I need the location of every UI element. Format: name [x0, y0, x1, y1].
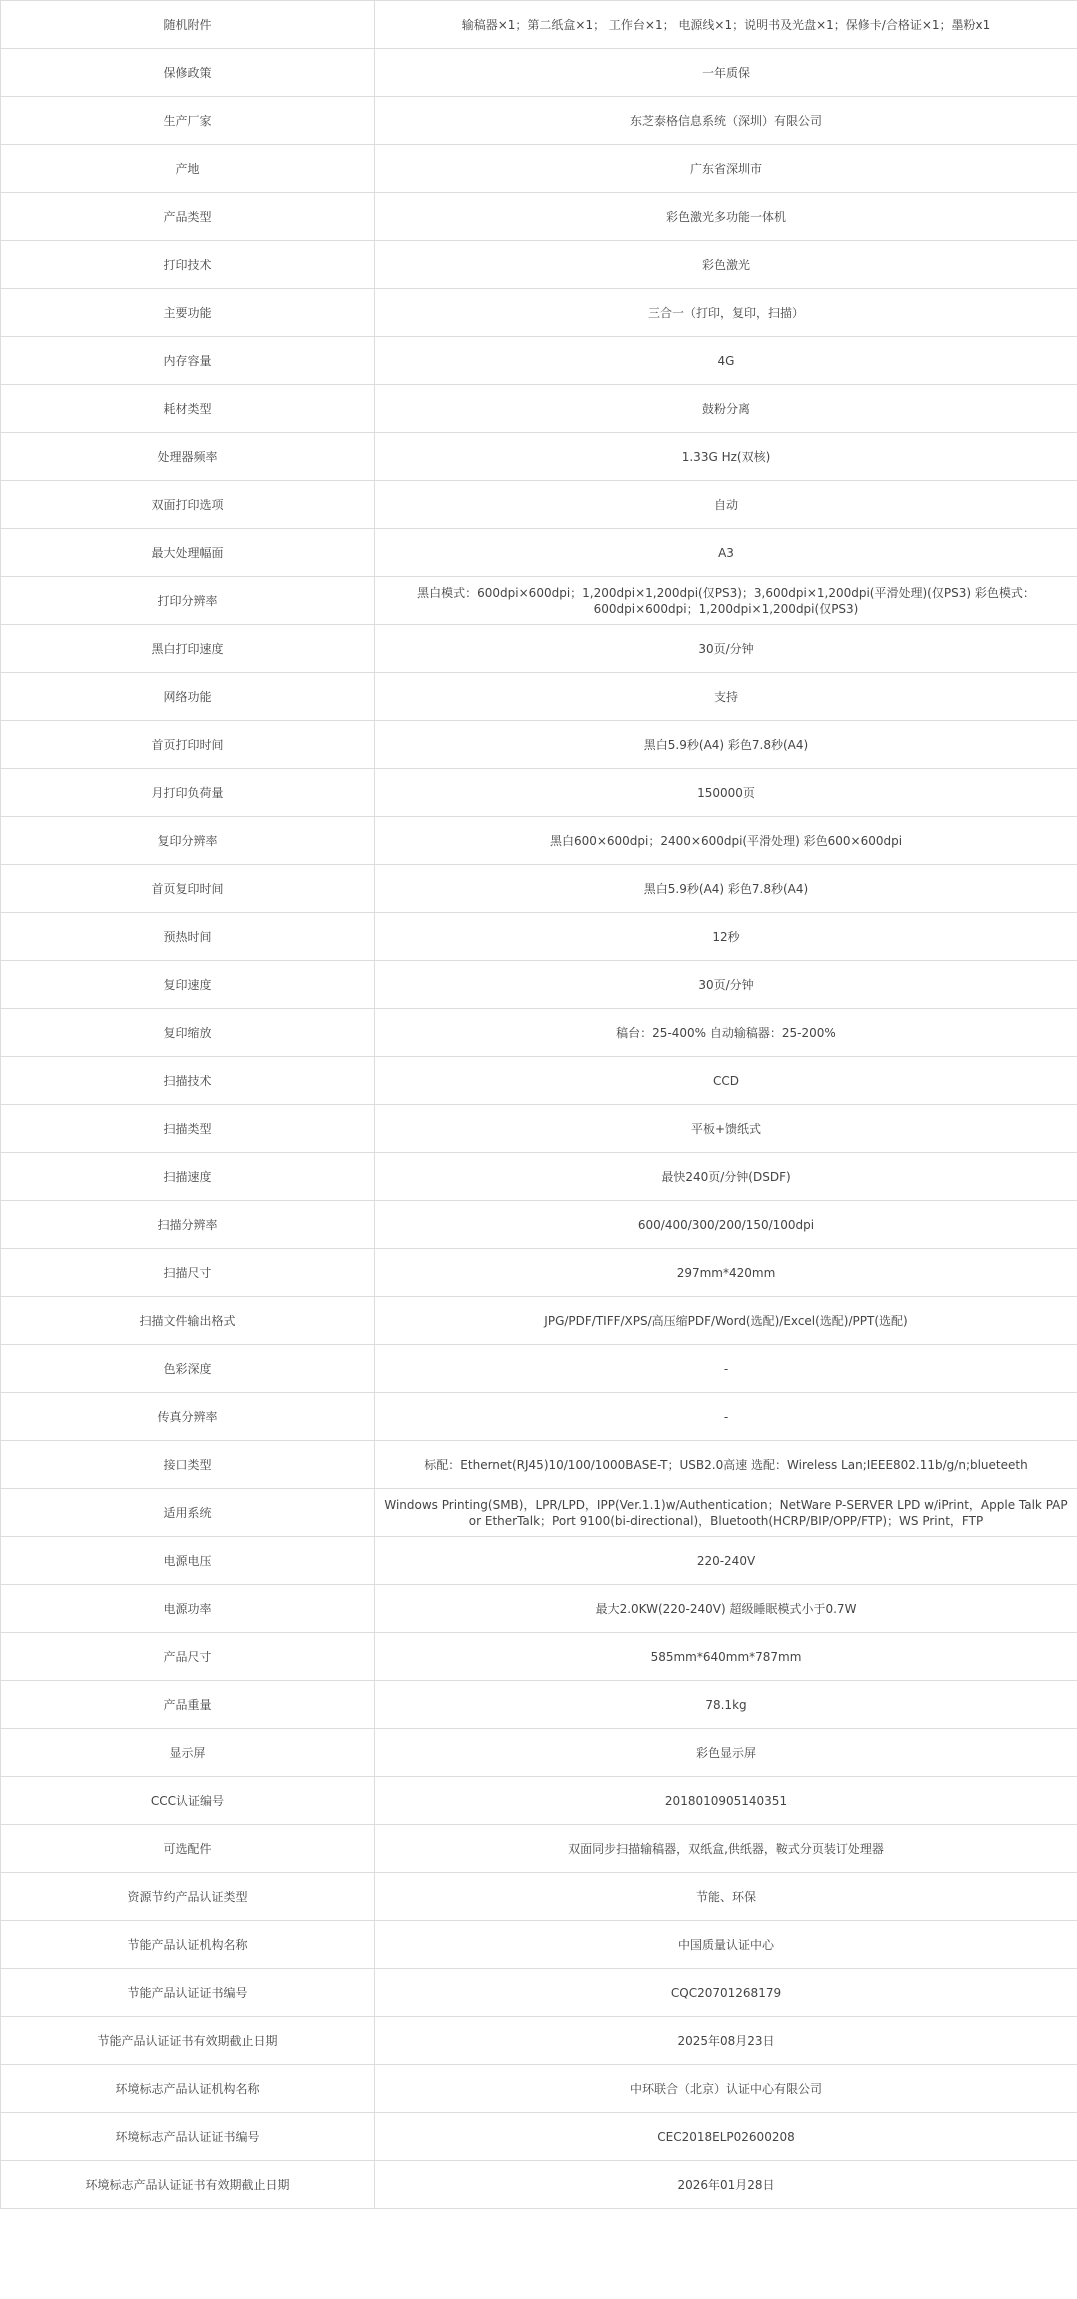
spec-label: 环境标志产品认证证书有效期截止日期 — [1, 2161, 375, 2209]
spec-label: 接口类型 — [1, 1441, 375, 1489]
spec-row — [1, 1969, 1077, 2017]
spec-row — [1, 241, 1077, 289]
spec-row — [1, 337, 1077, 385]
spec-row — [1, 49, 1077, 97]
spec-value: 彩色激光多功能一体机 — [375, 193, 1077, 241]
spec-value: 585mm*640mm*787mm — [375, 1633, 1077, 1681]
spec-row — [1, 2017, 1077, 2065]
spec-label: 电源电压 — [1, 1537, 375, 1585]
spec-label: 内存容量 — [1, 337, 375, 385]
spec-value: 鼓粉分离 — [375, 385, 1077, 433]
spec-row — [1, 817, 1077, 865]
spec-label: 产品尺寸 — [1, 1633, 375, 1681]
spec-value: 600/400/300/200/150/100dpi — [375, 1201, 1077, 1249]
spec-value: 中环联合（北京）认证中心有限公司 — [375, 2065, 1077, 2113]
spec-row — [1, 385, 1077, 433]
spec-row — [1, 481, 1077, 529]
spec-value: 最快240页/分钟(DSDF) — [375, 1153, 1077, 1201]
spec-row — [1, 721, 1077, 769]
spec-row — [1, 1105, 1077, 1153]
spec-row — [1, 1249, 1077, 1297]
spec-label: 节能产品认证机构名称 — [1, 1921, 375, 1969]
spec-value: - — [375, 1393, 1077, 1441]
spec-label: 首页打印时间 — [1, 721, 375, 769]
spec-value: 平板+馈纸式 — [375, 1105, 1077, 1153]
spec-value: CEC2018ELP02600208 — [375, 2113, 1077, 2161]
spec-label: 扫描速度 — [1, 1153, 375, 1201]
spec-row — [1, 1297, 1077, 1345]
spec-label: 资源节约产品认证类型 — [1, 1873, 375, 1921]
spec-row — [1, 1585, 1077, 1633]
spec-label: 节能产品认证证书编号 — [1, 1969, 375, 2017]
spec-row — [1, 1, 1077, 49]
spec-value: 稿台：25-400% 自动输稿器：25-200% — [375, 1009, 1077, 1057]
spec-row — [1, 1681, 1077, 1729]
spec-label: 主要功能 — [1, 289, 375, 337]
spec-value: 12秒 — [375, 913, 1077, 961]
spec-label: 适用系统 — [1, 1489, 375, 1537]
spec-row — [1, 1057, 1077, 1105]
spec-label: 耗材类型 — [1, 385, 375, 433]
spec-row — [1, 1633, 1077, 1681]
spec-value: 黑白5.9秒(A4) 彩色7.8秒(A4) — [375, 865, 1077, 913]
spec-label: 扫描文件输出格式 — [1, 1297, 375, 1345]
spec-label: 随机附件 — [1, 1, 375, 49]
spec-value: CQC20701268179 — [375, 1969, 1077, 2017]
spec-label: CCC认证编号 — [1, 1777, 375, 1825]
spec-row — [1, 97, 1077, 145]
spec-value: - — [375, 1345, 1077, 1393]
spec-row — [1, 2161, 1077, 2209]
spec-label: 网络功能 — [1, 673, 375, 721]
spec-label: 可选配件 — [1, 1825, 375, 1873]
spec-label: 节能产品认证证书有效期截止日期 — [1, 2017, 375, 2065]
spec-value: JPG/PDF/TIFF/XPS/高压缩PDF/Word(选配)/Excel(选配)/PPT(选配) — [375, 1297, 1077, 1345]
spec-label: 双面打印选项 — [1, 481, 375, 529]
spec-label: 产地 — [1, 145, 375, 193]
spec-row — [1, 1825, 1077, 1873]
spec-value: 黑白5.9秒(A4) 彩色7.8秒(A4) — [375, 721, 1077, 769]
spec-row — [1, 289, 1077, 337]
spec-value: 节能、环保 — [375, 1873, 1077, 1921]
spec-row — [1, 1537, 1077, 1585]
spec-value: 输稿器×1；第二纸盒×1； 工作台×1； 电源线×1；说明书及光盘×1；保修卡/合格证×1；墨粉x1 — [375, 1, 1077, 49]
spec-label: 产品类型 — [1, 193, 375, 241]
spec-label: 黑白打印速度 — [1, 625, 375, 673]
spec-row — [1, 625, 1077, 673]
spec-label: 预热时间 — [1, 913, 375, 961]
spec-value: 一年质保 — [375, 49, 1077, 97]
spec-value: CCD — [375, 1057, 1077, 1105]
spec-label: 复印分辨率 — [1, 817, 375, 865]
spec-label: 传真分辨率 — [1, 1393, 375, 1441]
spec-label: 生产厂家 — [1, 97, 375, 145]
spec-value: 中国质量认证中心 — [375, 1921, 1077, 1969]
spec-value: A3 — [375, 529, 1077, 577]
spec-row — [1, 529, 1077, 577]
spec-value: 2026年01月28日 — [375, 2161, 1077, 2209]
spec-value: 彩色激光 — [375, 241, 1077, 289]
spec-row — [1, 1873, 1077, 1921]
spec-row — [1, 961, 1077, 1009]
spec-row — [1, 1201, 1077, 1249]
spec-label: 色彩深度 — [1, 1345, 375, 1393]
spec-value: 2025年08月23日 — [375, 2017, 1077, 2065]
spec-value: 30页/分钟 — [375, 625, 1077, 673]
spec-value: 标配：Ethernet(RJ45)10/100/1000BASE-T；USB2.0高速 选配：Wireless Lan;IEEE802.11b/g/n;blueteeth — [375, 1441, 1077, 1489]
spec-label: 打印分辨率 — [1, 577, 375, 625]
spec-row — [1, 577, 1077, 625]
spec-row — [1, 1345, 1077, 1393]
spec-row — [1, 145, 1077, 193]
spec-value: 2018010905140351 — [375, 1777, 1077, 1825]
spec-row — [1, 1729, 1077, 1777]
spec-value: 最大2.0KW(220-240V) 超级睡眠模式小于0.7W — [375, 1585, 1077, 1633]
spec-label: 电源功率 — [1, 1585, 375, 1633]
spec-value: 30页/分钟 — [375, 961, 1077, 1009]
spec-label: 扫描分辨率 — [1, 1201, 375, 1249]
spec-value: 78.1kg — [375, 1681, 1077, 1729]
spec-label: 打印技术 — [1, 241, 375, 289]
spec-label: 扫描尺寸 — [1, 1249, 375, 1297]
spec-value: 支持 — [375, 673, 1077, 721]
spec-label: 首页复印时间 — [1, 865, 375, 913]
spec-value: 297mm*420mm — [375, 1249, 1077, 1297]
spec-table-body — [1, 1, 1077, 2209]
spec-row — [1, 193, 1077, 241]
spec-row — [1, 865, 1077, 913]
spec-label: 复印速度 — [1, 961, 375, 1009]
spec-row — [1, 1489, 1077, 1537]
spec-value: 双面同步扫描输稿器，双纸盒,供纸器，鞍式分页装订处理器 — [375, 1825, 1077, 1873]
spec-label: 产品重量 — [1, 1681, 375, 1729]
spec-row — [1, 1921, 1077, 1969]
spec-label: 复印缩放 — [1, 1009, 375, 1057]
spec-label: 保修政策 — [1, 49, 375, 97]
spec-value: 黑白600×600dpi；2400×600dpi(平滑处理) 彩色600×600dpi — [375, 817, 1077, 865]
spec-row — [1, 769, 1077, 817]
spec-value: 三合一（打印，复印，扫描） — [375, 289, 1077, 337]
spec-value: 自动 — [375, 481, 1077, 529]
spec-value: 广东省深圳市 — [375, 145, 1077, 193]
spec-value: Windows Printing(SMB)，LPR/LPD，IPP(Ver.1.1)w/Authentication；NetWare P-SERVER LPD w/iPrint，Apple Talk PAP or EtherTalk；Port 9100(bi-directional)，Bluetooth(HCRP/BIP/OPP/FTP)；WS Print，FTP — [375, 1489, 1077, 1537]
spec-label: 环境标志产品认证证书编号 — [1, 2113, 375, 2161]
spec-row — [1, 1153, 1077, 1201]
spec-value: 黑白模式：600dpi×600dpi；1,200dpi×1,200dpi(仅PS3)；3,600dpi×1,200dpi(平滑处理)(仅PS3) 彩色模式：600dpi×600dpi；1,200dpi×1,200dpi(仅PS3) — [375, 577, 1077, 625]
spec-label: 扫描技术 — [1, 1057, 375, 1105]
spec-value: 150000页 — [375, 769, 1077, 817]
spec-row — [1, 2113, 1077, 2161]
spec-label: 处理器频率 — [1, 433, 375, 481]
spec-row — [1, 1009, 1077, 1057]
spec-row — [1, 1777, 1077, 1825]
spec-value: 东芝泰格信息系统（深圳）有限公司 — [375, 97, 1077, 145]
spec-row — [1, 913, 1077, 961]
spec-row — [1, 1393, 1077, 1441]
spec-row — [1, 673, 1077, 721]
spec-label: 最大处理幅面 — [1, 529, 375, 577]
spec-value: 彩色显示屏 — [375, 1729, 1077, 1777]
spec-row — [1, 2065, 1077, 2113]
spec-label: 环境标志产品认证机构名称 — [1, 2065, 375, 2113]
spec-value: 4G — [375, 337, 1077, 385]
spec-label: 显示屏 — [1, 1729, 375, 1777]
spec-row — [1, 1441, 1077, 1489]
spec-label: 扫描类型 — [1, 1105, 375, 1153]
spec-row — [1, 433, 1077, 481]
spec-value: 220-240V — [375, 1537, 1077, 1585]
spec-label: 月打印负荷量 — [1, 769, 375, 817]
spec-value: 1.33G Hz(双核) — [375, 433, 1077, 481]
